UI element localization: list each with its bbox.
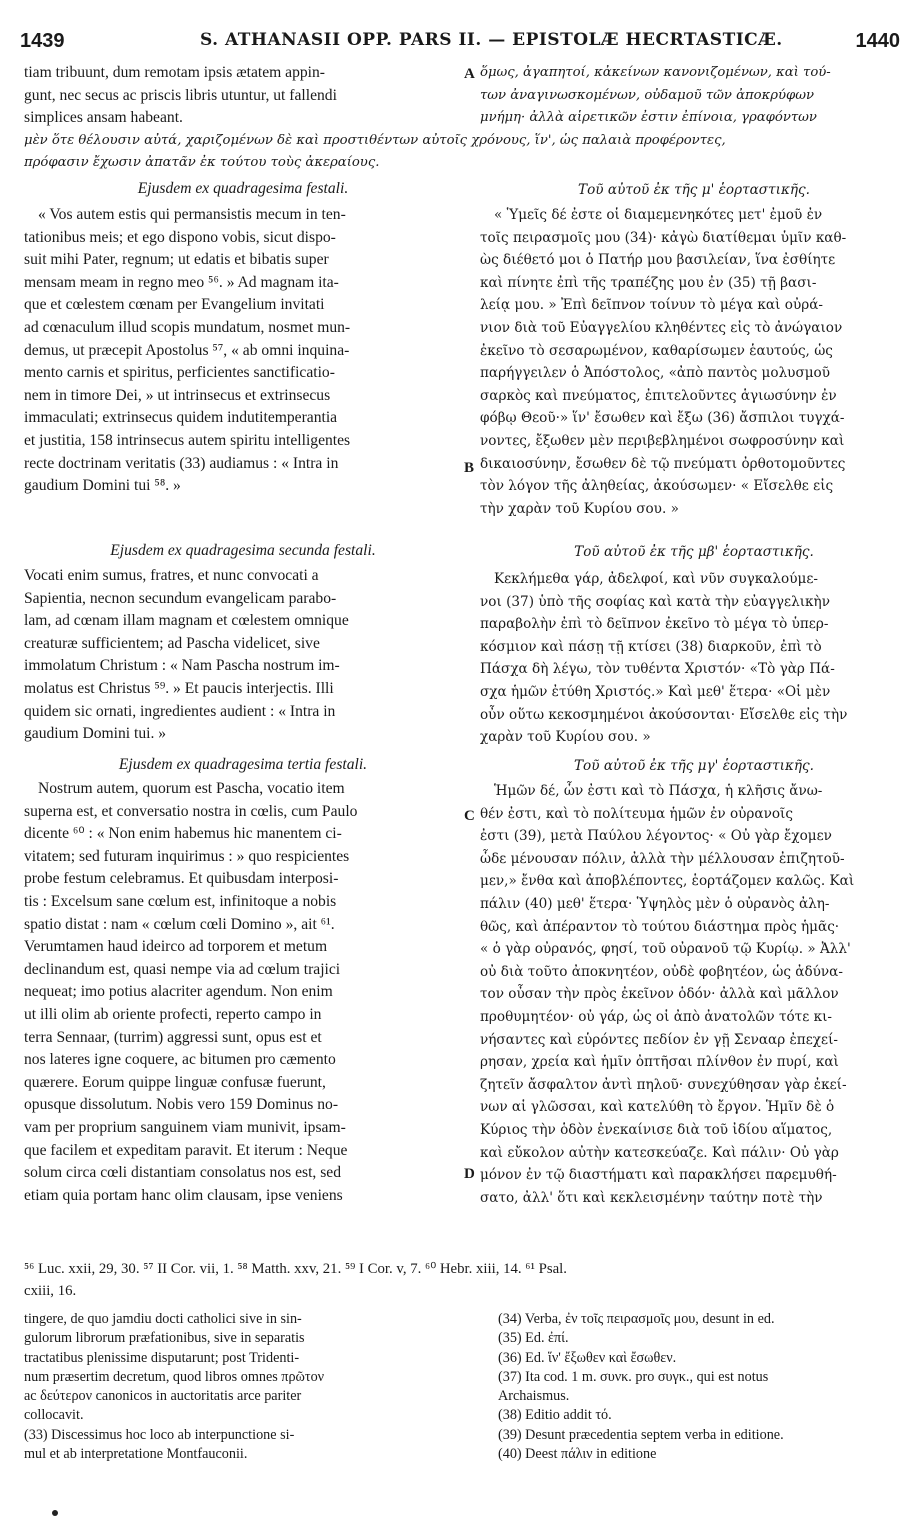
page-number-right: 1440: [855, 30, 900, 52]
text-line: solum circa cœli distantiam consolatus nos est, sed: [24, 1164, 342, 1182]
text-line: Verumtamen haud ideirco ad torporem et metum: [24, 938, 328, 956]
margin-letter-c: C: [464, 808, 475, 824]
text-line: declinandum est, quasi nempe via ad cœlum trajici: [24, 960, 341, 978]
text-line: gaudium Domini tui. »: [24, 725, 167, 743]
footnote-line: tingere, de quo jamdiu docti catholici sive in sin-: [24, 1311, 302, 1327]
text-line: gunt, nec secus ac priscis libris utuntur, ut fallendi: [24, 86, 337, 104]
latin-section-title: Ejusdem ex quadragesima festali.: [137, 180, 349, 197]
footnote-line: mul et ab interpretatione Montfauconii.: [24, 1446, 248, 1463]
text-line: suit mihi Pater, regnum; ut edatis et bibatis super: [24, 251, 329, 269]
latin-section-title: Ejusdem ex quadragesima secunda festali.: [110, 542, 376, 559]
text-line: νων αἱ γλῶσσαι, καὶ κατελύθη τὸ ἔργον. Ἡμῖν δὲ ὁ: [480, 1099, 835, 1116]
text-line: φόβῳ Θεοῦ·» ἵν' ἔσωθεν καὶ ἔξω (36) ἄσπιλοι τυγχά-: [480, 410, 845, 427]
text-line: νήσαντες καὶ εὑρόντες πεδίον ἐν γῇ Σενααρ ἐπεχεί-: [480, 1031, 838, 1048]
latin-section-title: Ejusdem ex quadragesima tertia festali.: [118, 756, 368, 773]
text-line: χαρὰν τοῦ Κυρίου σου. »: [480, 729, 651, 746]
text-line: simplices ansam habeant.: [24, 109, 183, 127]
text-line: Κύριος τὴν ὁδὸν ἐνεκαίνισε διὰ τοῦ ἰδίου αἵματος,: [480, 1121, 833, 1138]
text-line: λείᾳ μου. » Ἐπὶ δεῖπνον τοίνυν τὸ μέγα καὶ οὐρά-: [480, 297, 823, 314]
text-line: μόνον ἐν τῷ διαστήματι καὶ παρακλήσει παρεμυθή-: [480, 1167, 837, 1184]
text-line: molatus est Christus ⁵⁹. » Et paucis interjectis. Illi: [24, 679, 334, 697]
running-title: S. ATHANASII OPP. PARS II. — EPISTOLÆ HECRTASTICÆ.: [200, 30, 783, 50]
text-line: que et cœlestem cœnam per Evangelium invitati: [24, 296, 325, 314]
text-line: mento carnis et spiritus, perficientes sanctificatio-: [24, 364, 335, 382]
text-line: ad cœnaculum illud scopis mundatum, nosmet mun-: [24, 318, 351, 336]
text-line: ἐστι (39), μετὰ Παύλου λέγοντος· « Οὐ γὰρ ἔχομεν: [480, 828, 832, 845]
running-header: [20, 30, 900, 56]
text-line: ut illi olim ab oriente profecti, reperto campo in: [24, 1005, 322, 1023]
text-line: mensam meam in regno meo ⁵⁶. » Ad magnam ita-: [24, 273, 339, 291]
footnote-line: (34) Verba, ἐν τοῖς πειρασμοῖς μου, desunt in ed.: [498, 1311, 775, 1327]
text-line: lam, ad cœnam illam magnam et cœlestem omnique: [24, 612, 349, 630]
text-line: σαρκὸς καὶ πνεύματος, ἐπιτελοῦντες ἁγιωσύνην ἐν: [480, 387, 837, 404]
scripture-references: [24, 1258, 908, 1302]
text-line: immolatum Christum : « Nam Pascha nostrum im-: [24, 657, 340, 675]
footnote-line: ac δεύτερον canonicos in auctoritatis arce pariter: [24, 1388, 302, 1405]
text-line: θῶς, καὶ ἀπέραντον τὸ τούτου διάστημα πρὸς ἡμᾶς·: [480, 918, 840, 935]
text-line: tiam tribuunt, dum remotam ipsis ætatem appin-: [24, 64, 326, 81]
greek-section-2-text: [480, 568, 908, 754]
text-line: πρόφασιν ἔχωσιν ἀπατᾶν ἐκ τούτου τοὺς ἀκεραίους.: [24, 155, 380, 170]
greek-section-title: Τοῦ αὐτοῦ ἐκ τῆς μγ' ἑορταστικῆς.: [573, 758, 814, 774]
text-line: οὖν οὕτω κεκοσμημένοι ἀκούσονται· Εἴσελθε εἰς τὴν: [480, 706, 848, 723]
text-line: quærere. Eorum quippe linguæ confusæ fuerunt,: [24, 1073, 326, 1091]
footnote-line: (37) Ita cod. 1 m. συνκ. pro συγκ., qui est notus: [498, 1368, 769, 1385]
footnotes-right: [498, 1310, 910, 1464]
text-line: ἐκεῖνο τὸ σεσαρωμένον, καθαρίσωμεν ἑαυτούς, ὡς: [480, 342, 833, 359]
text-line: δικαιοσύνην, ἔσωθεν δὲ τῷ πνεύματι ὀρθοτομοῦντες: [480, 455, 846, 472]
text-line: κόσμιον καὶ πάσῃ τῇ κτίσει (38) διαρκοῦν, ἐπὶ τὸ: [480, 638, 822, 655]
text-line: terra Sennaar, (turrim) aggressi sunt, opus est et: [24, 1028, 322, 1046]
text-line: superna est, et conversatio nostra in cœlis, cum Paulo: [24, 802, 358, 820]
text-line: ζητεῖν ἄσφαλτον ἀντὶ πηλοῦ· συνεχύθησαν γὰρ ἐκεί-: [480, 1076, 847, 1093]
text-line: immaculati; extrinsecus quidem indutitemperantia: [24, 409, 338, 427]
text-line: παρήγγειλεν ὁ Ἀπόστολος, «ἀπὸ παντὸς μολυσμοῦ: [480, 365, 831, 382]
margin-letter-b: B: [464, 460, 475, 476]
text-line: τὸν λόγον τῆς ἀληθείας, ἀκούσωμεν· « Εἴσελθε εἰς: [480, 478, 834, 495]
greek-section-1-text: [480, 204, 908, 524]
text-line: vam per proprium sanguinem viam munivit, ipsam-: [24, 1118, 346, 1136]
text-line: nos lateres igne coquere, ac bitumen pro cæmento: [24, 1051, 336, 1069]
text-line: θέν ἐστι, καὶ τὸ πολίτευμα ἡμῶν ἐν οὐρανοῖς: [480, 805, 793, 822]
text-line: μὲν ὅτε θέλουσιν αὐτά, χαριζομένων δὲ καὶ προστιθέντων αὐτοῖς χρόνους, ἵν', ὡς παλαιὰ προφέροντες,: [24, 133, 726, 148]
greek-section-3-text: [480, 780, 908, 1214]
text-line: οὐ διὰ τοῦτο ἀποκνητέον, οὐδὲ φοβητέον, ὡς ἀδύνα-: [480, 963, 843, 980]
footnote-line: num præsertim decretum, quod libros omnes πρῶτον: [24, 1368, 325, 1385]
text-line: τον οὖσαν τὴν πρὸς ἐκεῖνον ὁδόν· ἀλλὰ καὶ μᾶλλον: [480, 986, 839, 1003]
text-line: ὅμως, ἀγαπητοί, κἀκείνων κανονιζομένων, καὶ τού-: [480, 65, 831, 80]
text-line: nequeat; imo potius alacriter agendum. Non enim: [24, 983, 333, 1001]
text-line: παραβολὴν ἐπὶ τὸ δεῖπνον ἐκεῖνο τὸ μέγα τὸ ὑπερ-: [480, 616, 829, 633]
margin-letter-d: D: [464, 1166, 475, 1182]
text-line: μνήμη· ἀλλὰ αἱρετικῶν ἐστιν ἐπίνοια, γραφόντων: [480, 110, 817, 126]
greek-section-title: Τοῦ αὐτοῦ ἐκ τῆς μ' ἑορταστικῆς.: [578, 182, 810, 198]
latin-section-2-text: [24, 565, 462, 751]
ink-dot: [52, 1510, 58, 1516]
footnote-line: (33) Discessimus hoc loco ab interpunctione si-: [24, 1426, 295, 1443]
text-line: nem in timore Dei, » ut intrinsecus et extrinsecus: [24, 386, 331, 404]
text-line: σατο, ἀλλ' ὅτι καὶ κεκλεισμένην ταύτην ποτὲ τὴν: [480, 1189, 823, 1206]
text-line: « ὁ γὰρ οὐρανός, φησί, τοῦ οὐρανοῦ τῷ Κυρίῳ. » Ἀλλ': [480, 941, 851, 958]
text-line: quidem sic ornati, ingredientes audient : « Intra in: [24, 702, 336, 720]
footnotes-left: [24, 1310, 462, 1464]
text-line: μεν,» ἔνθα καὶ ἀποβλέποντες, ἑορτάζομεν καλῶς. Καὶ: [480, 873, 855, 890]
text-line: Κεκλήμεθα γάρ, ἀδελφοί, καὶ νῦν συγκαλούμε-: [494, 571, 818, 587]
text-line: Ἡμῶν δέ, ὧν ἐστι καὶ τὸ Πάσχα, ἡ κλῆσις ἄνω-: [494, 783, 823, 799]
text-line: Nostrum autem, quorum est Pascha, vocatio item: [38, 780, 345, 797]
text-line: ⁵⁶ Luc. xxii, 29, 30. ⁵⁷ II Cor. vii, 1. ⁵⁸ Matth. xxv, 21. ⁵⁹ I Cor. v, 7. ⁶⁰ Hebr. xiii, 14. ⁶¹ Psal.: [24, 1261, 567, 1277]
margin-letter-a: A: [464, 66, 475, 82]
text-line: ὧδε μένουσαν πόλιν, ἀλλὰ τὴν μέλλουσαν ἐπιζητοῦ-: [480, 850, 845, 867]
text-line: que facilem et expeditam paravit. Et iterum : Neque: [24, 1141, 348, 1159]
footnote-line: (38) Editio addit τό.: [498, 1407, 612, 1424]
footnote-line: (36) Ed. ἵν' ἔξωθεν καὶ ἔσωθεν.: [498, 1349, 677, 1366]
text-line: Sapientia, necnon secundum evangelicam parabo-: [24, 589, 337, 607]
text-line: πάλιν (40) μεθ' ἕτερα· Ὑψηλὸς μὲν ὁ οὐρανὸς ἀλη-: [480, 895, 830, 912]
text-line: probe festum celebramus. Et quibusdam interposi-: [24, 870, 339, 888]
greek-top-continuation: [480, 62, 908, 130]
text-line: creaturæ sufficientem; ad Pascha videlicet, sive: [24, 634, 320, 652]
text-line: σχα ἡμῶν ἐτύθη Χριστός.» Καὶ μεθ' ἕτερα· «Οἱ μὲν: [480, 683, 831, 700]
text-line: ὼς διέθετό μοι ὁ Πατήρ μου βασιλείαν, ἵνα ἐσθίητε: [480, 252, 836, 269]
greek-full-width-lines: [24, 130, 908, 174]
footnote-line: collocavit.: [24, 1407, 84, 1424]
text-line: « Ὑμεῖς δέ ἐστε οἱ διαμεμενηκότες μετ' ἐμοῦ ἐν: [494, 207, 823, 223]
text-line: etiam quia portam hanc olim clausam, ipse veniens: [24, 1186, 343, 1204]
text-line: « Vos autem estis qui permansistis mecum in ten-: [38, 206, 346, 223]
text-line: tationibus meis; et ego dispono vobis, sicut dispo-: [24, 228, 336, 246]
text-line: προθυμητέον· οὐ γάρ, ὡς οἱ ἀπὸ ἀνατολῶν τότε κι-: [480, 1008, 832, 1025]
page-number-left: 1439: [20, 30, 65, 52]
text-line: Πάσχα δὴ λέγω, τὸν τυθέντα Χριστόν· «Τὸ γὰρ Πά-: [480, 661, 835, 678]
footnote-line: (39) Desunt præcedentia septem verba in editione.: [498, 1426, 784, 1443]
text-line: των ἀναγινωσκομένων, οὐδαμοῦ τῶν ἀποκρύφων: [480, 87, 815, 103]
footnote-line: tractatibus plenissime disputarunt; post Tridenti-: [24, 1349, 300, 1366]
text-line: dicente ⁶⁰ : « Non enim habemus hic manentem ci-: [24, 825, 342, 843]
text-line: καὶ εὔκολον αὐτὴν κατεσκεύαζε. Καὶ πάλιν· Οὐ γὰρ: [480, 1144, 839, 1161]
text-line: demus, ut præcepit Apostolus ⁵⁷, « ab omni inquina-: [24, 341, 350, 359]
text-line: opusque dissolutum. Nobis vero 159 Dominus no-: [24, 1096, 339, 1114]
footnote-line: gulorum librorum præfationibus, sive in separatis: [24, 1330, 305, 1347]
latin-section-1-text: [24, 204, 462, 518]
text-line: vitatem; sed futuram inquirimus : » quo respicientes: [24, 847, 350, 865]
text-line: νοι (37) ὑπὸ τῆς σοφίας καὶ κατὰ τὴν εὐαγγελικὴν: [480, 593, 830, 610]
text-line: gaudium Domini tui ⁵⁸. »: [24, 477, 181, 495]
latin-top-continuation: [24, 62, 462, 130]
text-line: καὶ πίνητε ἐπὶ τῆς τραπέζης μου ἐν (35) τῇ βασι-: [480, 274, 817, 291]
footnote-line: (35) Ed. ἐπί.: [498, 1330, 569, 1347]
text-line: νιον διὰ τοῦ Εὐαγγελίου κληθέντες εἰς τὸ ἀνώγαιον: [480, 319, 843, 336]
text-line: cxiii, 16.: [24, 1283, 77, 1299]
text-line: τὴν χαρὰν τοῦ Κυρίου σου. »: [480, 500, 679, 517]
text-line: Vocati enim sumus, fratres, et nunc convocati a: [24, 567, 319, 584]
text-line: et justitia, 158 intrinsecus autem spiritu intelligentes: [24, 431, 351, 449]
text-line: recte doctrinam veritatis (33) audiamus : « Intra in: [24, 454, 339, 472]
text-line: tis : Excelsum sane cœlum est, infinitoque a nobis: [24, 892, 337, 910]
text-line: νοντες, ἔξωθεν μὲν περιβεβλημένοι σωφροσύνην καὶ: [480, 432, 845, 449]
latin-section-3-text: [24, 778, 462, 1212]
text-line: ρησαν, χρεία καὶ ἡμῖν ὀπτῆσαι πλίνθον ἐν πυρί, καὶ: [480, 1054, 839, 1071]
text-line: spatio distat : nam « cœlum cœli Domino », ait ⁶¹.: [24, 915, 335, 933]
footnote-line: Archaismus.: [498, 1388, 570, 1405]
greek-section-title: Τοῦ αὐτοῦ ἐκ τῆς μβ' ἑορταστικῆς.: [574, 544, 814, 560]
text-line: τοῖς πειρασμοῖς μου (34)· κἀγὼ διατίθεμαι ὑμῖν καθ-: [480, 229, 847, 246]
footnote-line: (40) Deest πάλιν in editione: [498, 1446, 657, 1463]
